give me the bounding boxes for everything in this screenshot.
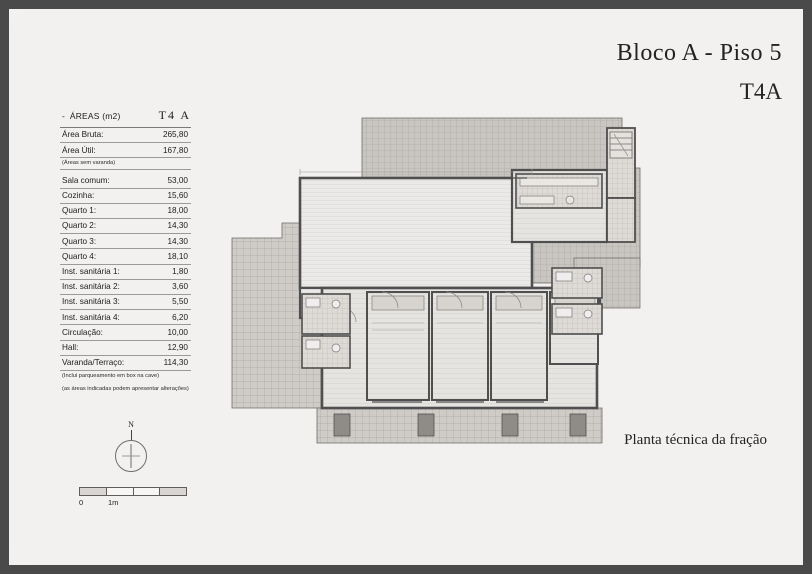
row-value: 114,30 bbox=[163, 358, 188, 368]
areas-table-header bbox=[60, 108, 191, 128]
scale-start-label: 0 bbox=[79, 498, 84, 507]
areas-header-label: ÁREAS (m2) bbox=[69, 111, 121, 121]
page-title: Bloco A - Piso 5 bbox=[616, 40, 782, 66]
scale-end-label: 1m bbox=[108, 498, 119, 507]
row-value: 18,00 bbox=[167, 206, 188, 216]
table-row bbox=[60, 280, 191, 295]
row-label: Cozinha: bbox=[62, 191, 95, 200]
row-value: 265,80 bbox=[162, 130, 188, 140]
table-row bbox=[60, 189, 191, 204]
row-label: Circulação: bbox=[62, 327, 103, 337]
floor-plan-drawing bbox=[222, 108, 672, 448]
scale-seg bbox=[80, 488, 107, 495]
row-value: 12,90 bbox=[167, 343, 188, 353]
row-label: Quarto 3: bbox=[62, 236, 97, 246]
table-row bbox=[60, 265, 191, 280]
row-label: Área Bruta: bbox=[62, 130, 104, 140]
row-value: 1,80 bbox=[172, 267, 188, 277]
table-row bbox=[60, 325, 191, 340]
table-row bbox=[60, 249, 191, 264]
areas-footnote-2: (as áreas indicadas podem apresentar alterações) bbox=[62, 386, 189, 393]
row-label: Inst. sanitária 1: bbox=[62, 267, 120, 277]
scale-track bbox=[79, 487, 187, 496]
scale-labels bbox=[79, 498, 187, 510]
row-value: 15,60 bbox=[167, 191, 188, 200]
row-value: 18,10 bbox=[167, 251, 188, 261]
row-value: 6,20 bbox=[172, 312, 188, 322]
scale-seg bbox=[107, 488, 134, 495]
plan-caption: Planta técnica da fração bbox=[624, 432, 767, 448]
row-label: Quarto 4: bbox=[62, 251, 97, 261]
row-value: 10,00 bbox=[167, 327, 188, 337]
row-value: 167,80 bbox=[162, 145, 188, 155]
table-row bbox=[60, 219, 191, 234]
page-subtitle: T4A bbox=[739, 79, 782, 104]
areas-dash: - bbox=[62, 111, 65, 121]
row-label: Sala comum: bbox=[62, 175, 110, 185]
areas-header-code: T4 A bbox=[158, 108, 191, 122]
scale-bar bbox=[79, 487, 187, 510]
north-stem-icon bbox=[131, 430, 132, 440]
scale-seg bbox=[134, 488, 161, 495]
north-arrow bbox=[108, 420, 154, 472]
areas-footnote-1: (Inclui parqueamento em box na cave) bbox=[62, 373, 160, 380]
north-label: N bbox=[128, 420, 134, 429]
row-label: Área Útil: bbox=[62, 145, 96, 155]
table-row bbox=[60, 204, 191, 219]
row-label: Quarto 1: bbox=[62, 206, 97, 216]
table-row bbox=[60, 128, 191, 143]
table-row bbox=[60, 143, 191, 158]
scale-seg bbox=[160, 488, 186, 495]
row-value: 3,60 bbox=[172, 282, 188, 292]
row-value: 14,30 bbox=[167, 221, 188, 231]
areas-note-sem-varanda: (Áreas sem varanda) bbox=[60, 158, 191, 170]
table-row bbox=[60, 234, 191, 249]
row-label: Inst. sanitária 4: bbox=[62, 312, 120, 322]
table-row bbox=[60, 310, 191, 325]
table-row bbox=[60, 341, 191, 356]
row-label: Hall: bbox=[62, 343, 79, 353]
row-value: 14,30 bbox=[167, 236, 188, 246]
row-label: Inst. sanitária 3: bbox=[62, 297, 120, 307]
row-label: Varanda/Terraço: bbox=[62, 358, 125, 368]
row-label: Quarto 2: bbox=[62, 221, 97, 231]
compass-icon bbox=[115, 440, 147, 472]
table-row bbox=[60, 295, 191, 310]
areas-table bbox=[60, 108, 191, 392]
row-value: 5,50 bbox=[172, 297, 188, 307]
table-row bbox=[60, 173, 191, 188]
table-row bbox=[60, 356, 191, 371]
kitchen bbox=[516, 174, 602, 208]
row-value: 53,00 bbox=[167, 175, 188, 185]
stair-core bbox=[610, 132, 632, 158]
row-label: Inst. sanitária 2: bbox=[62, 282, 120, 292]
